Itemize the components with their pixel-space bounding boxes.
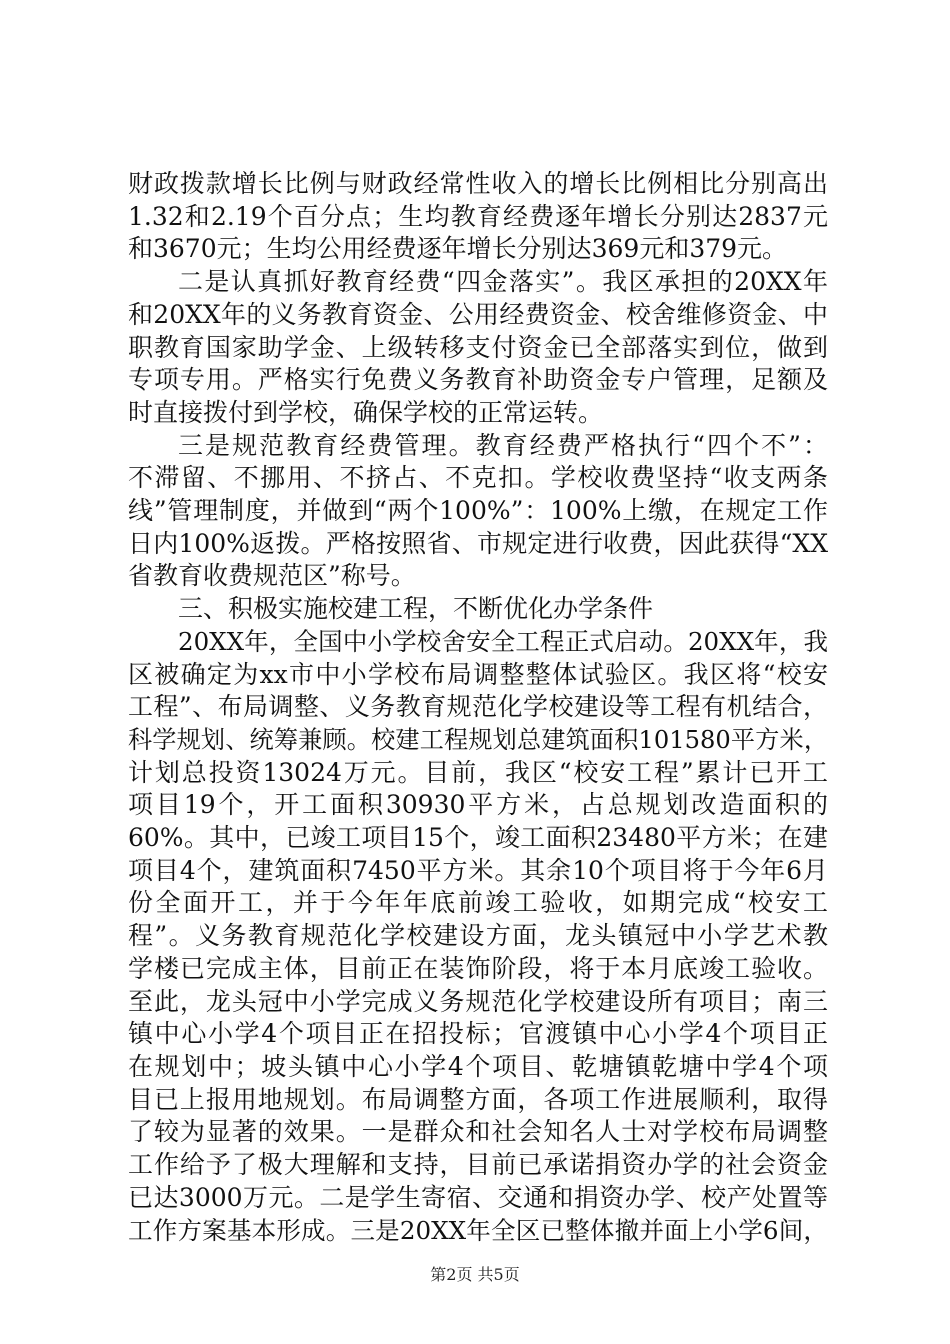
text-line: 了较为显著的效果。一是群众和社会知名人士对学校布局调整 [128,1117,828,1147]
text-line: 工作方案基本形成。三是20XX年全区已整体撤并面上小学6间， [128,1215,828,1245]
text-line: 三、积极实施校建工程，不断优化办学条件 [178,594,654,624]
text-line: 计划总投资13024万元。目前，我区“校安工程”累计已开工 [128,757,828,787]
text-line: 日内100%返拨。严格按照省、市规定进行收费，因此获得“XX [128,528,828,558]
text-line: 科学规划、统筹兼顾。校建工程规划总建筑面积101580平方米， [128,725,828,754]
text-line: 工程”、布局调整、义务教育规范化学校建设等工程有机结合， [128,692,828,722]
page-footer: 第2页 共5页 [430,1265,520,1284]
text-line: 二是认真抓好教育经费“四金落实”。我区承担的20XX年 [178,267,828,297]
text-line: 三是规范教育经费管理。教育经费严格执行“四个不”： [178,430,828,460]
text-line: 60%。其中，已竣工项目15个，竣工面积23480平方米；在建 [128,823,828,853]
text-line: 职教育国家助学金、上级转移支付资金已全部落实到位，做到 [128,332,828,362]
text-line: 线”管理制度，并做到“两个100%”：100%上缴，在规定工作 [128,496,828,526]
text-line: 和3670元；生均公用经费逐年增长分别达369元和379元。 [128,234,788,264]
text-line: 项目4个，建筑面积7450平方米。其余10个项目将于今年6月 [128,855,828,885]
text-line: 财政拨款增长比例与财政经常性收入的增长比例相比分别高出 [128,169,828,198]
text-line: 已达3000万元。二是学生寄宿、交通和捐资办学、校产处置等 [128,1182,828,1212]
text-line: 份全面开工，并于今年年底前竣工验收，如期完成“校安工 [128,888,828,918]
text-line: 项目19个，开工面积30930平方米，占总规划改造面积的 [128,790,828,820]
text-line: 专项专用。严格实行免费义务教育补助资金专户管理，足额及 [128,365,828,395]
text-line: 至此，龙头冠中小学完成义务规范化学校建设所有项目；南三 [128,986,828,1016]
text-line: 和20XX年的义务教育资金、公用经费资金、校舍维修资金、中 [128,299,828,329]
text-line: 20XX年，全国中小学校舍安全工程正式启动。20XX年，我 [178,626,828,656]
text-line: 区被确定为xx市中小学校布局调整整体试验区。我区将“校安 [128,659,828,689]
document-body [128,168,828,1247]
text-line: 学楼已完成主体，目前正在装饰阶段，将于本月底竣工验收。 [128,953,828,983]
text-line: 省教育收费规范区”称号。 [128,561,416,591]
text-line: 时直接拨付到学校，确保学校的正常运转。 [128,397,604,427]
text-line: 工作给予了极大理解和支持，目前已承诺捐资办学的社会资金 [128,1150,828,1180]
text-line: 不滞留、不挪用、不挤占、不克扣。学校收费坚持“收支两条 [128,463,828,493]
text-line: 在规划中；坡头镇中心小学4个项目、乾塘镇乾塘中学4个项 [128,1051,828,1081]
text-line: 目已上报用地规划。布局调整方面，各项工作进展顺利，取得 [128,1084,828,1114]
text-line: 镇中心小学4个项目正在招投标；官渡镇中心小学4个项目正 [128,1019,828,1049]
text-line: 程”。义务教育规范化学校建设方面，龙头镇冠中小学艺术教 [128,921,828,951]
text-line: 1.32和2.19个百分点；生均教育经费逐年增长分别达2837元 [128,201,828,231]
